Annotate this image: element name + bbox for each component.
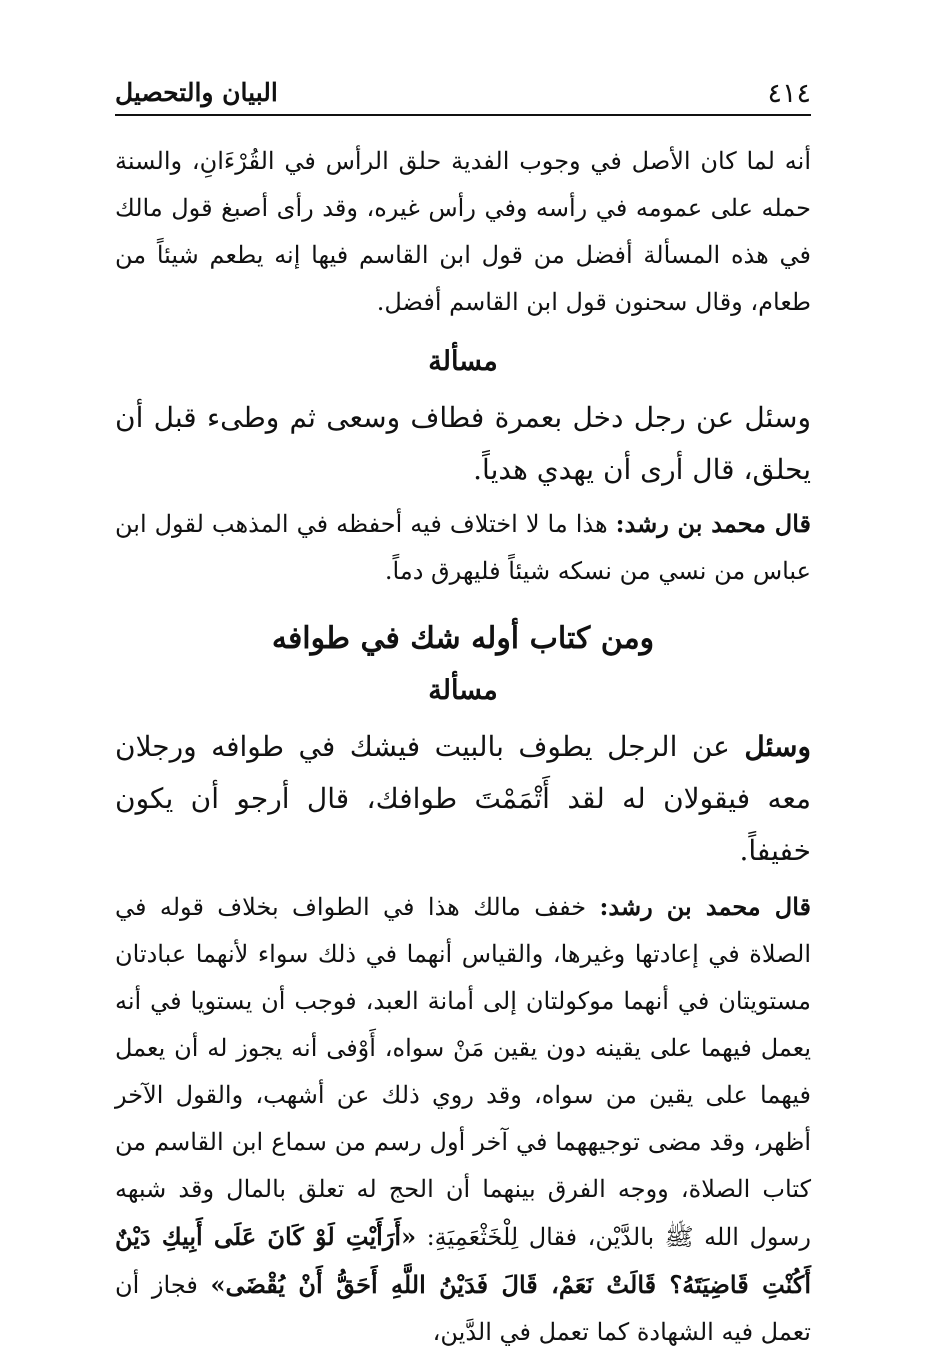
chapter-heading: ومن كتاب أوله شك في طوافه — [271, 621, 655, 656]
answer-2-text-end: فجاز أن تعمل فيه الشهادة كما تعمل في الدَّين، — [115, 1271, 811, 1346]
answer-1 — [115, 500, 811, 595]
section-heading-masala-1: مسألة — [428, 346, 498, 377]
answer-2-text: خفف مالك هذا في الطواف بخلاف قوله في الصلاة في إعادتها وغيرها، والقياس أنهما في ذلك سواء لأنهما عبادتان مستويتان في أنهما موكولتان إلى أمانة العبد، فوجب أن يستويا في أنه يعمل فيهما على يقينه دون يقين مَنْ سواه، أَوْفى أنه يجوز له أن يعمل فيهما على يقين من سواه، وقد روي ذلك عن أشهب، والقول الآخر أظهر، وقد مضى توجيههما في آخر أول رسم من سماع ابن القاسم من كتاب الصلاة، ووجه الفرق بينهما أن الحج له تعلق بالمال وقد شبهه رسول الله ﷺ بالدَّيْن، فقال لِلْخَثْعَمِيَةِ: — [115, 893, 812, 1251]
question-1: وسئل عن رجل دخل بعمرة فطاف وسعى ثم وطىء قبل أن يحلق، قال أرى أن يهدي هدياً. — [115, 401, 811, 486]
answer-1-text: هذا ما لا اختلاف فيه أحفظه في المذهب لقول ابن عباس من نسي من نسكه شيئاً فليهرق دماً. — [115, 510, 811, 585]
answer-1-lead: قال محمد بن رشد: — [615, 509, 811, 538]
section-heading-masala-2: مسألة — [428, 675, 498, 706]
hadith-quote: «أَرَأَيْتِ لَوْ كَانَ عَلَى أَبِيكِ دَيْنٌ أَكُنْتِ قَاضِيَتَهُ؟ قَالَتْ نَعَمْ، قَالَ فَدَيْنُ اللَّهِ أَحَقُّ أَنْ يُقْضَى» — [115, 1222, 811, 1299]
running-title: البيان والتحصيل — [115, 78, 278, 107]
question-2-lead: وسئل — [744, 730, 811, 763]
answer-2-lead: قال محمد بن رشد: — [599, 892, 811, 921]
paragraph-intro: أنه لما كان الأصل في وجوب الفدية حلق الرأس في القُرْءَانِ، والسنة حمله على عمومه في رأسه وفي رأس غيره، وقد رأى أصبغ قول مالك في هذه المسألة أفضل من قول ابن القاسم فيها إنه يطعم شيئاً من طعام، وقال سحنون قول ابن القاسم أفضل. — [115, 147, 811, 316]
page-content — [115, 138, 811, 1356]
answer-2 — [115, 883, 811, 1356]
page-header — [115, 70, 811, 116]
question-2 — [115, 721, 811, 877]
question-2-text: عن الرجل يطوف بالبيت فيشك في طوافه ورجلان معه فيقولان له لقد أَتْمَمْتَ طوافك، قال أرجو أن يكون خفيفاً. — [115, 730, 811, 867]
page-number: ٤١٤ — [767, 78, 811, 109]
